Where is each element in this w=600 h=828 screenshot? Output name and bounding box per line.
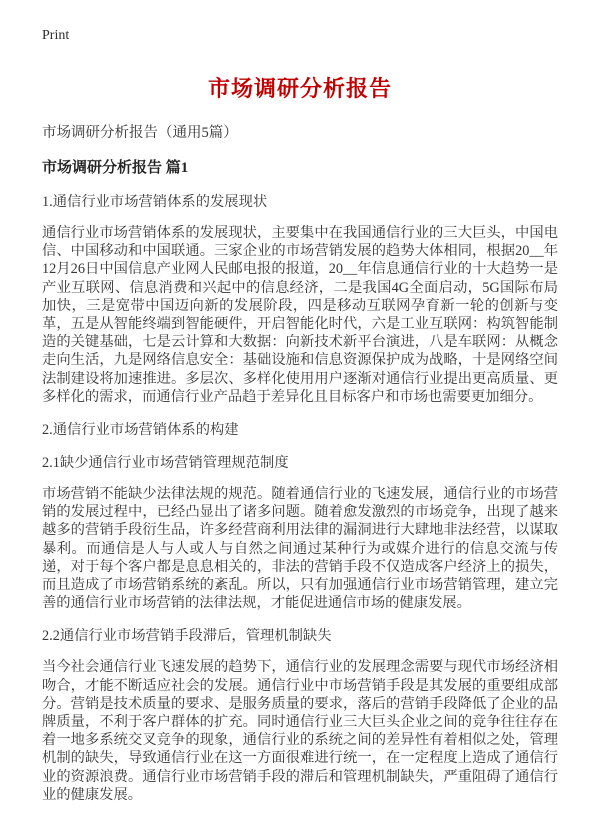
document-subtitle: 市场调研分析报告（通用5篇） bbox=[42, 125, 238, 141]
subheading-2: 2.通信行业市场营销体系的构建 bbox=[42, 422, 239, 439]
subheading-2-1: 2.1缺少通信行业市场营销管理规范制度 bbox=[42, 455, 289, 472]
section-heading-part1: 市场调研分析报告 篇1 bbox=[42, 160, 189, 176]
paragraph-lack-of-regulation: 市场营销不能缺少法律法规的规范。随着通信行业的飞速发展，通信行业的市场营销的发展过程中，已经凸显出了诸多问题。随着愈发激烈的市场竞争，出现了越来越多的营销手段衍生品，许多经营商利用法律的漏洞进行大肆地非法经营，以谋取暴利。而通信是人与人或人与自然之间通过某种行为或媒介进行的信息交流与传递，对于每个客户都是息息相关的，非法的营销手段不仅造成客户经济上的损失，而且造成了市场营销系统的紊乱。所以，只有加强通信行业市场营销管理，建立完善的通信行业市场营销的法律法规，才能促进通信市场的健康发展。 bbox=[42, 486, 558, 612]
paragraph-development-status: 通信行业市场营销体系的发展现状，主要集中在我国通信行业的三大巨头，中国电信、中国移动和中国联通。三家企业的市场营销发展的趋势大体相同，根据20__年12月26日中国信息产业网人民邮电报的报道，20__年信息通信行业的十大趋势一是产业互联网、信息消费和兴起中的信息经济，二是我国4G全面启动，5G国际布局加快，三是宽带中国迈向新的发展阶段，四是移动互联网孕育新一轮的创新与变革，五是从智能终端到智能硬件，开启智能化时代，六是工业互联网：构筑智能制造的关键基础，七是云计算和大数据：向新技术新平台演进，八是车联网：从概念走向生活，九是网络信息安全：基础设施和信息资源保护成为战略，十是网络空间法制建设将加速推进。多层次、多样化使用用户逐渐对通信行业提出更高质量、更多样化的需求，而通信行业产品趋于差异化且目标客户和市场也需要更加细分。 bbox=[42, 225, 558, 405]
page-title: 市场调研分析报告 bbox=[207, 76, 392, 101]
paragraph-lagging-methods: 当今社会通信行业飞速发展的趋势下，通信行业的发展理念需要与现代市场经济相吻合，才能不断适应社会的发展。通信行业中市场营销手段是其发展的重要组成部分。营销是技术质量的要求、是服务质量的要求，落后的营销手段降低了企业的品牌质量，不利于客户群体的扩充。同时通信行业三大巨头企业之间的竞争往往存在着一地多系统交叉竞争的现象，通信行业的系统之间的差异性有着相似之处，管理机制的缺失，导致通信行业在这一方面很难进行统一，在一定程度上造成了通信行业的资源浪费。通信行业市场营销手段的滞后和管理机制缺失，严重阻碍了通信行业的健康发展。 bbox=[42, 659, 558, 803]
print-button[interactable]: Print bbox=[42, 28, 70, 43]
subheading-1: 1.通信行业市场营销体系的发展现状 bbox=[42, 194, 268, 210]
subheading-2-2: 2.2通信行业市场营销手段滞后，管理机制缺失 bbox=[42, 628, 332, 645]
